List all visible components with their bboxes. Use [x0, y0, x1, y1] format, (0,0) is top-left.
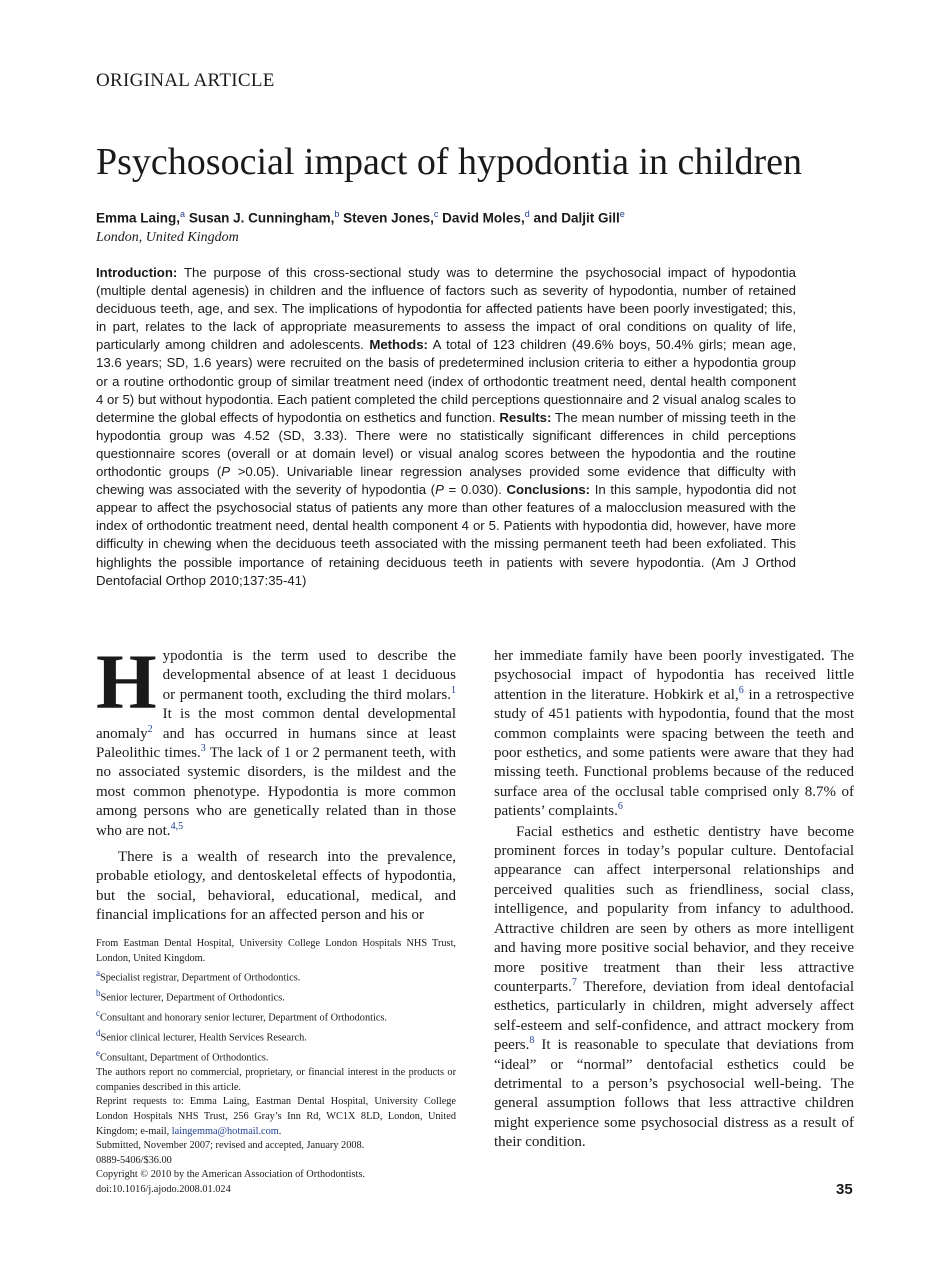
footnotes — [96, 937, 456, 1198]
author-affiliation-mark[interactable]: e — [619, 209, 625, 219]
body-column-left — [96, 638, 456, 926]
footnote-reprint — [96, 1095, 456, 1139]
reference-link[interactable]: 4,5 — [170, 820, 184, 832]
email-link[interactable]: laingemma@hotmail.com — [171, 1125, 279, 1137]
footnote-affiliation — [96, 986, 456, 1006]
section-label: ORIGINAL ARTICLE — [96, 70, 275, 91]
reference-link[interactable]: 1 — [451, 684, 456, 696]
page-number: 35 — [836, 1181, 853, 1198]
author-location: London, United Kingdom — [96, 230, 239, 245]
footnote-disclosure: The authors report no commercial, proprietary, or financial interest in the products or companies described in this article. — [96, 1067, 456, 1093]
footnote-affiliation — [96, 1026, 456, 1046]
author-affiliation-mark[interactable]: d — [524, 209, 530, 219]
p-value-symbol: P — [221, 464, 231, 480]
reprint-text-end: . — [278, 1125, 282, 1137]
paragraph-text: her immediate family have been poorly investigated. The psychosocial impact of hypodontia has received little attention in the literature. Hobkirk et al, — [494, 648, 854, 703]
body-paragraph — [96, 638, 456, 841]
footnote-affiliation — [96, 966, 456, 986]
body-paragraph — [96, 848, 456, 926]
footnote-submitted: Submitted, November 2007; revised and accepted, January 2008. — [96, 1140, 365, 1152]
affiliation-mark: e — [96, 1048, 100, 1059]
author-name: and Daljit Gill — [533, 210, 620, 226]
footnote-doi[interactable]: doi:10.1016/j.ajodo.2008.01.024 — [96, 1184, 231, 1196]
footnote-institution: From Eastman Dental Hospital, University College London Hospitals NHS Trust, London, United Kingdom. — [96, 938, 456, 964]
affiliation-mark: d — [96, 1028, 101, 1039]
reference-link[interactable]: 6 — [738, 684, 744, 696]
paragraph-text: Facial esthetics and esthetic dentistry have become prominent forces in today’s popular culture. Dentofacial appearance can affect interpersonal relationships and perceived qualities such as friendliness, social class, intelligence, and popularity from infancy to adulthood. Attractive children are seen by others as more intelligent and having more positive social behavior, and they receive more positive treatment than their less attractive counterparts. — [494, 823, 854, 995]
paragraph-text: It is the most common dental developmental anomaly — [96, 706, 456, 742]
abstract-conclusions-label: Conclusions: — [506, 482, 591, 498]
affiliation-mark: a — [96, 968, 100, 979]
footnote-copyright: Copyright © 2010 by the American Association of Orthodontists. — [96, 1169, 365, 1181]
affiliation-text: Senior clinical lecturer, Health Services Research. — [100, 1032, 307, 1044]
author-affiliation-mark[interactable]: a — [180, 209, 186, 219]
abstract-results-label: Results: — [499, 409, 552, 425]
drop-cap: H — [96, 638, 157, 725]
paragraph-text: ypodontia is the term used to describe the developmental absence of at least 1 deciduous or permanent tooth, excluding the third molars. — [162, 648, 456, 703]
abstract-methods-text: A total of 123 children (49.6% boys, 50.4% girls; mean age, 13.6 years; SD, 1.6 years) were recruited on the basis of predetermined inclusion criteria to either a hypodontia group or a routine orthodontic group of similar treatment need (index of orthodontic treatment need, dental health component 4 or 5) but without hypodontia. Each patient completed the child perceptions questionnaire and 2 visual analog scales to determine the global effects of hypodontia on esthetics and function. — [96, 337, 796, 425]
author-affiliation-mark[interactable]: c — [433, 209, 439, 219]
footnote-issn: 0889-5406/$36.00 — [96, 1154, 172, 1166]
affiliation-mark: c — [96, 1008, 100, 1019]
reference-link[interactable]: 7 — [571, 976, 577, 988]
abstract-conclusions-text: In this sample, hypodontia did not appear to affect the psychosocial status of patients any more than other features of a malocclusion measured with the index of orthodontic treatment need, dental health component 4 or 5. Patients with hypodontia did, however, have more difficulty in chewing when the deciduous teeth associated with the missing permanent teeth had been exfoliated. This highlights the possible importance of retaining deciduous teeth in patients with severe hypodontia. — [96, 482, 797, 570]
author-name: Emma Laing, — [96, 210, 181, 226]
paragraph-text: The lack of 1 or 2 permanent teeth, with no associated systemic disorders, is the mildest and the most common phenotype. Hypodontia is more common among persons who are genetically related than in those who are not. — [96, 745, 456, 839]
reference-link[interactable]: 8 — [529, 1035, 535, 1047]
affiliation-text: Senior lecturer, Department of Orthodontics. — [100, 992, 285, 1004]
reprint-text: Reprint requests to: Emma Laing, Eastman Dental Hospital, University College London Hospitals NHS Trust, 256 Gray’s Inn Rd, WC1X 8LD, London, United Kingdom; e-mail, — [96, 1096, 456, 1137]
abstract — [96, 264, 796, 590]
reference-link[interactable]: 6 — [617, 801, 623, 813]
p-value-symbol: P — [435, 482, 444, 498]
affiliation-mark: b — [96, 988, 101, 999]
footnote-affiliation — [96, 1046, 456, 1066]
reference-link[interactable]: 3 — [200, 743, 206, 755]
author-name: David Moles, — [442, 210, 525, 226]
affiliation-text: Consultant and honorary senior lecturer, Department of Orthodontics. — [100, 1012, 387, 1024]
author-list — [96, 209, 625, 226]
paragraph-text: Therefore, deviation from ideal dentofacial esthetics, particularly in children, might adversely affect self-esteem and self-confidence, and attract mockery from peers. — [494, 978, 854, 1054]
body-paragraph — [494, 823, 854, 1153]
paragraph-text: and has occurred in humans since at least Paleolithic times. — [96, 725, 456, 762]
paragraph-text: There is a wealth of research into the prevalence, probable etiology, and dentoskeletal effects of hypodontia, but the social, behavioral, educational, medical, and financial implications for an affected person and his or — [96, 849, 456, 924]
abstract-results-text: = 0.030). — [443, 482, 507, 498]
author-name: Susan J. Cunningham, — [188, 210, 335, 226]
abstract-citation: (Am J Orthod Dentofacial Orthop 2010;137:35-41) — [96, 554, 796, 588]
abstract-methods-label: Methods: — [369, 337, 428, 353]
affiliation-text: Specialist registrar, Department of Orthodontics. — [100, 972, 301, 984]
author-name: Steven Jones, — [343, 210, 434, 226]
article-title: Psychosocial impact of hypodontia in children — [96, 141, 803, 183]
body-column-right — [494, 647, 854, 1153]
paragraph-text: in a retrospective study of 451 patients with hypodontia, found that the most common complaints were spacing between the teeth and poor esthetics, and some patients were aware that they had missing teeth. Functional problems because of the reduced surface area of the occlusal table comprised only 8.7% of patients’ complaints. — [494, 686, 854, 820]
affiliation-text: Consultant, Department of Orthodontics. — [100, 1052, 269, 1064]
paragraph-text: It is reasonable to speculate that deviations from “ideal” or “normal” dentofacial esthetics could be detrimental to a person’s psychosocial well-being. The general assumption follows that less attractive children might experience some psychosocial distress as a result of their condition. — [494, 1037, 854, 1151]
abstract-results-text: The mean number of missing teeth in the hypodontia group was 4.52 (SD, 3.33). There were no statistically significant differences in child perceptions questionnaire scores (overall or at domain level) or visual analog scores between the hypodontia and the routine orthodontic groups ( — [96, 409, 796, 480]
abstract-results-text: >0.05). Univariable linear regression analyses provided some evidence that difficulty with chewing was associated with the severity of hypodontia ( — [96, 464, 796, 498]
author-affiliation-mark[interactable]: b — [334, 209, 340, 219]
footnote-affiliation — [96, 1006, 456, 1026]
abstract-introduction-text: The purpose of this cross-sectional study was to determine the psychosocial impact of hypodontia (multiple dental agenesis) in children and the influence of factors such as severity of hypodontia, number of retained deciduous teeth, age, and sex. The implications of hypodontia for affected patients have been poorly investigated; this, in part, relates to the lack of appropriate measurements to assess the impact of oral conditions on quality of life, particularly among children and adolescents. — [96, 265, 796, 353]
abstract-introduction-label: Introduction: — [96, 265, 178, 280]
reference-link[interactable]: 2 — [147, 723, 153, 735]
body-paragraph — [494, 647, 854, 822]
